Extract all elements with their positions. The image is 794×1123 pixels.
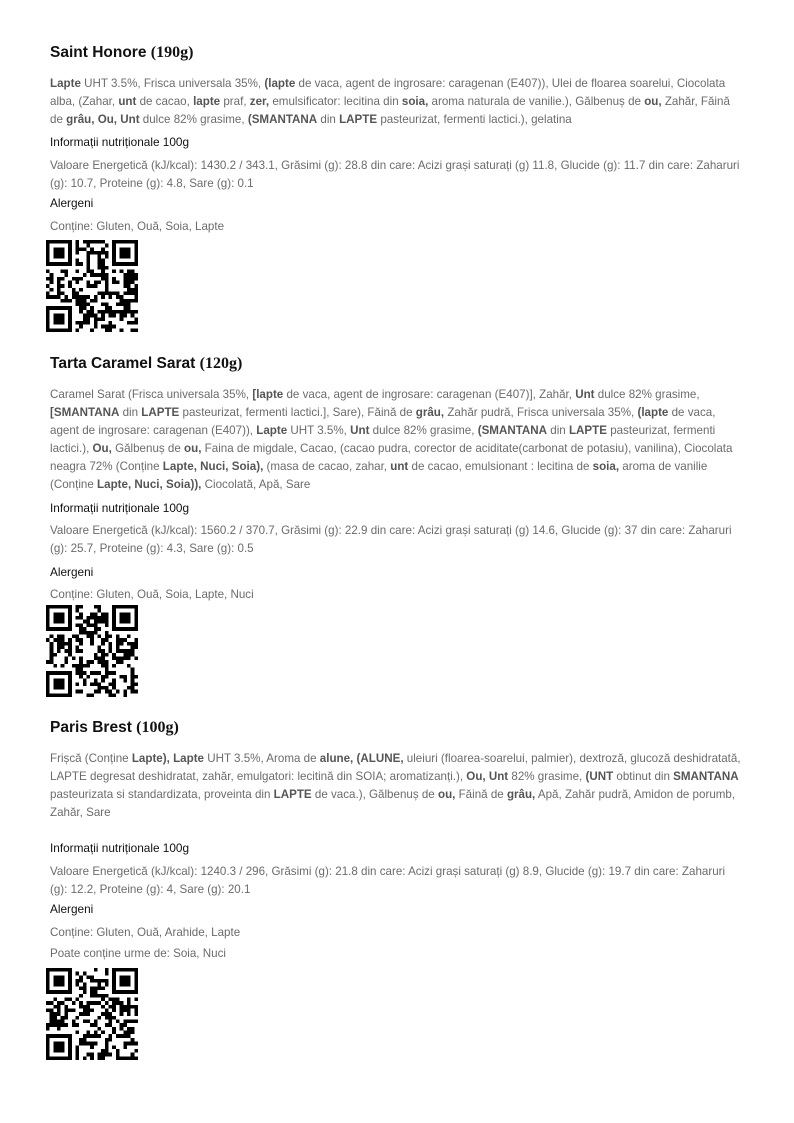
- product-weight: (120g): [199, 355, 243, 372]
- product-tarta-caramel-sarat: [50, 354, 744, 604]
- may-contain-text: Poate conține urme de: Soia, Nuci: [50, 947, 226, 960]
- ingredients-text: Frișcă (Conține Lapte), Lapte UHT 3.5%, Aroma de alune, (ALUNE, uleiuri (floarea-soarelui, palmier), dextroză, glucoză deshidratată, LAPTE degresat deshidratat, zahăr, emulgatori: lecitină din SOIA; aromatizanți.), Ou, Unt 82% grasime, (UNT obtinut din SMANTANA pasteurizata si standardizata, proveinta din LAPTE de vaca.), Gălbenuș de ou, Făină de grâu, Apă, Zahăr pudră, Amidon de porumb, Zahăr, Sare: [50, 752, 741, 819]
- qr-code-icon: [46, 240, 138, 332]
- allergens-text: Conține: Gluten, Ouă, Soia, Lapte, Nuci: [50, 588, 254, 601]
- allergens-label: Alergeni: [50, 196, 94, 210]
- product-title: Saint Honore (190g): [50, 44, 194, 61]
- product-title: Paris Brest (100g): [50, 719, 179, 736]
- allergens-text: Conține: Gluten, Ouă, Soia, Lapte: [50, 220, 225, 233]
- nutrition-label: Informații nutriționale 100g: [50, 501, 190, 515]
- product-paris-brest: [50, 718, 744, 963]
- nutrition-values: Valoare Energetică (kJ/kcal): 1560.2 / 370.7, Grăsimi (g): 22.9 din care: Acizi grași saturați (g) 14.6, Glucide (g): 37 din care: Zaharuri (g): 25.7, Proteine (g): 4.3, Sare (g): 0.5: [50, 524, 732, 555]
- nutrition-label: Informații nutriționale 100g: [50, 135, 190, 149]
- qr-code-icon: [46, 605, 138, 697]
- allergens-text: Conține: Gluten, Ouă, Arahide, Lapte: [50, 926, 241, 939]
- product-weight: (190g): [150, 44, 194, 61]
- product-weight: (100g): [136, 719, 179, 736]
- product-title: Tarta Caramel Sarat (120g): [50, 355, 243, 372]
- nutrition-values: Valoare Energetică (kJ/kcal): 1240.3 / 296, Grăsimi (g): 21.8 din care: Acizi grași saturați (g) 8.9, Glucide (g): 19.7 din care: Zaharuri (g): 12.2, Proteine (g): 4, Sare (g): 20.1: [50, 865, 726, 896]
- allergens-label: Alergeni: [50, 902, 94, 916]
- nutrition-label: Informații nutriționale 100g: [50, 841, 190, 855]
- ingredients-text: Caramel Sarat (Frisca universala 35%, [lapte de vaca, agent de ingrosare: caragenan (E407)], Zahăr, Unt dulce 82% grasime, [SMANTANA din LAPTE pasteurizat, fermenti lactici.], Sare), Făină de grâu, Zahăr pudră, Frisca universala 35%, (lapte de vaca, agent de ingrosare: caragenan (E407)), Lapte UHT 3.5%, Unt dulce 82% grasime, (SMANTANA din LAPTE pasteurizat, fermenti lactici.), Ou, Gălbenuș de ou, Faina de migdale, Cacao, (cacao pudra, corector de aciditate(carbonat de potasiu), vanilina), Ciocolata neagra 72% (Conține Lapte, Nuci, Soia), (masa de cacao, zahar, unt de cacao, emulsionant : lecitina de soia, aroma de vanilie (Conține Lapte, Nuci, Soia)), Ciocolată, Apă, Sare: [50, 388, 733, 491]
- qr-code-icon: [46, 968, 138, 1060]
- ingredients-text: Lapte UHT 3.5%, Frisca universala 35%, (lapte de vaca, agent de ingrosare: caragenan (E407)), Ulei de floarea soarelui, Ciocolata alba, (Zahar, unt de cacao, lapte praf, zer, emulsificator: lecitina din soia, aroma naturala de vanilie.), Gălbenuș de ou, Zahăr, Făină de grâu, Ou, Unt dulce 82% grasime, (SMANTANA din LAPTE pasteurizat, fermenti lactici.), gelatina: [50, 77, 730, 126]
- product-saint-honore: [50, 43, 744, 236]
- allergens-label: Alergeni: [50, 565, 94, 579]
- nutrition-values: Valoare Energetică (kJ/kcal): 1430.2 / 343.1, Grăsimi (g): 28.8 din care: Acizi grași saturați (g) 11.8, Glucide (g): 11.7 din care: Zaharuri (g): 10.7, Proteine (g): 4.8, Sare (g): 0.1: [50, 159, 740, 190]
